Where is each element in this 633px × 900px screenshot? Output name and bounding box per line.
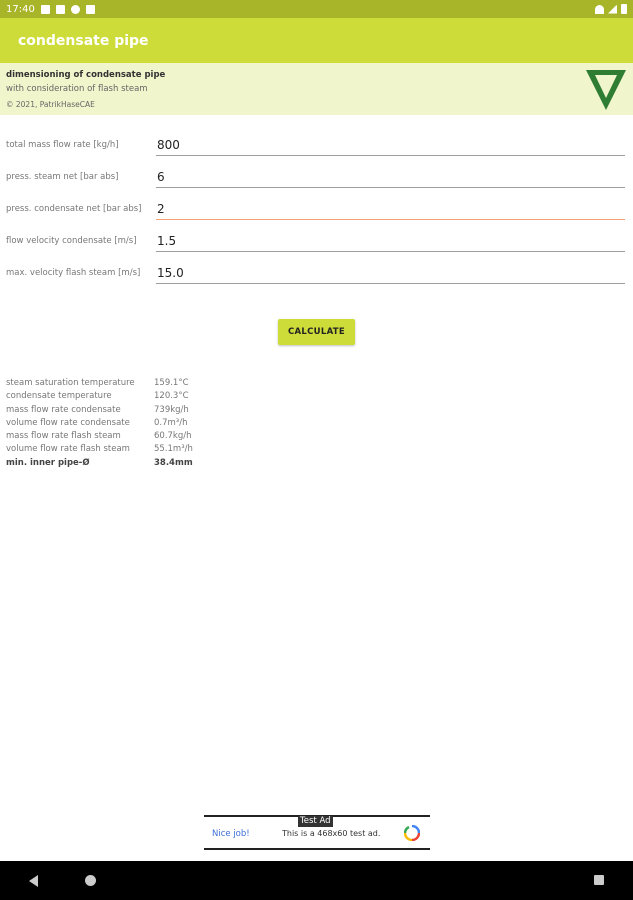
form-row-condensate-press [0,198,633,224]
mass-flow-input[interactable] [156,134,625,156]
signal-icon [608,5,617,14]
flash-velocity-label: max. velocity flash steam [m/s] [6,268,141,278]
info-line-2: with consideration of flash steam [6,84,148,94]
result-label: steam saturation temperature [6,378,135,388]
result-label: mass flow rate flash steam [6,431,121,442]
wifi-icon [595,5,604,14]
form-row-steam-press [0,166,633,192]
result-row [6,391,406,404]
condensate-velocity-label: flow velocity condensate [m/s] [6,236,137,246]
result-label: volume flow rate condensate [6,417,130,428]
condensate-velocity-input[interactable] [156,230,625,252]
info-banner [0,63,633,115]
result-row [6,444,406,457]
result-row [6,431,406,444]
ad-logo-icon [404,825,420,841]
result-value: 55.1m³/h [154,444,193,455]
result-value: 60.7kg/h [154,431,192,442]
steam-press-label: press. steam net [bar abs] [6,172,119,182]
ad-banner[interactable] [204,815,430,850]
form-row-mass-flow [0,134,633,160]
status-time: 17:40 [6,3,35,15]
app-logo-icon [585,66,627,112]
recent-apps-icon[interactable] [594,875,604,885]
battery-icon [621,4,627,14]
results-list [6,378,406,471]
navigation-bar [0,861,633,900]
result-value: 120.3°C [154,391,189,402]
back-icon[interactable] [29,875,38,887]
result-value: 739kg/h [154,404,189,415]
sd-card-icon [86,5,95,14]
form-row-flash-velocity [0,262,633,288]
ad-text: This is a 468x60 test ad. [282,829,381,838]
result-row [6,378,406,391]
mass-flow-label: total mass flow rate [kg/h] [6,140,119,150]
result-label: condensate temperature [6,391,112,402]
result-value: 38.4mm [154,457,193,468]
result-row [6,418,406,431]
notification-icon [41,5,50,14]
bluetooth-icon [56,5,65,14]
form-row-condensate-velocity [0,230,633,256]
status-bar [0,0,633,18]
result-label: volume flow rate flash steam [6,444,130,455]
app-bar [0,18,633,63]
result-label: min. inner pipe-Ø [6,457,90,468]
app-title: condensate pipe [18,32,149,49]
condensate-press-label: press. condensate net [bar abs] [6,204,142,214]
steam-press-input[interactable] [156,166,625,188]
ad-headline[interactable]: Nice job! [212,829,250,839]
ad-tag: Test Ad [300,816,331,826]
info-line-1: dimensioning of condensate pipe [6,70,166,80]
result-value: 0.7m³/h [154,417,188,428]
flash-velocity-input[interactable] [156,262,625,284]
home-icon[interactable] [85,875,96,886]
result-row [6,405,406,418]
result-label: mass flow rate condensate [6,404,121,415]
copyright-text: © 2021, PatrikHaseCAE [6,100,95,109]
result-value: 159.1°C [154,378,189,388]
sync-icon [71,5,80,14]
calculate-button[interactable]: CALCULATE [278,319,355,345]
condensate-press-input[interactable] [156,198,625,220]
result-row-pipe-diameter [6,458,406,471]
